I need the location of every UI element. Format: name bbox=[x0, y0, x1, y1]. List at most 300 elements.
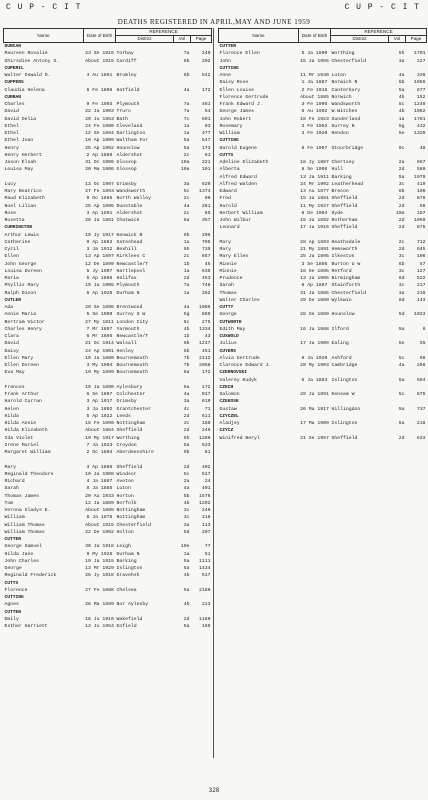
vol-cell bbox=[174, 536, 191, 543]
dob-cell: 15 Ja 1955 bbox=[300, 58, 329, 64]
name-cell: Salomon bbox=[219, 392, 240, 397]
dob-cell: 8 Ja 1885 bbox=[86, 486, 113, 492]
district-cell bbox=[331, 152, 389, 159]
district-cell: Wylkwin bbox=[331, 297, 352, 303]
dob-cell: 5 Ja 1890 bbox=[301, 51, 328, 57]
district-cell: Retford bbox=[331, 268, 352, 274]
page-cell: 875 bbox=[416, 225, 426, 231]
name-cell: Winifred Beryl bbox=[219, 435, 260, 441]
page-cell: 1701 bbox=[413, 51, 426, 57]
dob-cell bbox=[84, 94, 116, 101]
name-cell: Tom bbox=[4, 500, 14, 506]
table-row bbox=[4, 166, 212, 173]
page-cell: 262 bbox=[201, 290, 211, 296]
name-cell: CUYERS bbox=[219, 348, 237, 354]
district-cell: Worthing bbox=[116, 435, 140, 441]
dob-cell: 8 Ap 1887 bbox=[301, 283, 328, 289]
vol-cell: 3c bbox=[183, 421, 190, 426]
name-cell: Maria bbox=[4, 276, 19, 281]
dob-cell: About 1885 bbox=[300, 94, 329, 100]
name-cell: Reginald Frederick bbox=[4, 573, 57, 579]
vol-cell bbox=[174, 43, 191, 51]
district-cell: Sheffield bbox=[331, 203, 358, 209]
district-cell: Windsor bbox=[116, 471, 137, 477]
dob-cell: 16 Ju 1910 bbox=[85, 616, 114, 622]
district-cell: Halifax bbox=[116, 276, 137, 281]
dob-cell: 13 Ap 1897 bbox=[85, 254, 114, 260]
table-row bbox=[219, 268, 427, 275]
vol-cell: 5d bbox=[183, 529, 190, 535]
district-cell bbox=[331, 65, 389, 72]
district-cell: Cardiff bbox=[116, 58, 137, 64]
district-cell: Birmingham bbox=[331, 276, 361, 281]
district-cell: Luton bbox=[331, 73, 346, 78]
vol-cell bbox=[174, 594, 191, 601]
page-cell: 275 bbox=[201, 319, 211, 325]
table-row bbox=[4, 601, 212, 608]
header-name: Name bbox=[219, 29, 299, 43]
vol-cell: 10a bbox=[180, 167, 190, 173]
table-row bbox=[4, 427, 212, 434]
page-cell bbox=[406, 319, 427, 326]
dob-cell bbox=[299, 427, 331, 434]
district-cell: Hyde bbox=[331, 210, 344, 216]
district-cell bbox=[331, 232, 389, 239]
table-row bbox=[4, 239, 212, 246]
page-cell: 737 bbox=[416, 406, 426, 412]
surname-heading-row bbox=[4, 174, 212, 181]
name-cell: Ethel bbox=[4, 123, 19, 129]
page-cell bbox=[406, 384, 427, 391]
page-code-right: C U P - C I T bbox=[344, 3, 420, 12]
page-cell: 601 bbox=[201, 116, 211, 122]
vol-cell: 7c bbox=[183, 116, 190, 122]
district-cell bbox=[331, 333, 389, 340]
page-cell: 101 bbox=[201, 167, 211, 173]
name-cell: John Robert bbox=[219, 116, 252, 122]
table-row bbox=[219, 290, 427, 297]
dob-cell: 3 Ja 1912 bbox=[86, 247, 113, 252]
dob-cell: 3 Ja 1892 bbox=[86, 406, 113, 412]
left-table-body bbox=[4, 43, 212, 631]
district-cell: Islington bbox=[331, 421, 358, 426]
district-cell: Truro bbox=[116, 109, 131, 115]
district-cell: W.Witchen bbox=[331, 109, 358, 115]
table-row bbox=[4, 58, 212, 65]
page-cell: 620 bbox=[201, 181, 211, 187]
deaths-table-right bbox=[218, 28, 427, 442]
dob-cell: 19 Ja 1905 bbox=[85, 283, 114, 289]
header-dob: Date of Birth bbox=[84, 29, 116, 43]
page-cell: 1374 bbox=[198, 189, 211, 194]
dob-cell: 3 Se 1886 bbox=[301, 261, 328, 267]
surname-heading-row bbox=[4, 580, 212, 587]
district-cell: Hartlepool bbox=[116, 268, 146, 274]
table-row bbox=[4, 253, 212, 260]
page-cell: 55 bbox=[419, 341, 426, 347]
table-row bbox=[219, 261, 427, 268]
district-cell bbox=[116, 174, 174, 181]
vol-cell: 5c bbox=[398, 102, 405, 107]
district-cell: Chatwick bbox=[116, 218, 140, 223]
name-cell: George bbox=[4, 566, 22, 571]
table-row bbox=[4, 217, 212, 224]
dob-cell bbox=[84, 594, 116, 601]
vol-cell bbox=[389, 137, 406, 144]
dob-cell: 13 Mr 1929 bbox=[85, 566, 114, 571]
table-row bbox=[4, 442, 212, 449]
page-cell: 217 bbox=[416, 283, 426, 289]
vol-cell: 4a bbox=[398, 73, 405, 78]
table-row bbox=[4, 246, 212, 253]
district-cell bbox=[331, 427, 389, 434]
page-cell: 1576 bbox=[198, 493, 211, 499]
vol-cell: 2d bbox=[398, 225, 405, 231]
table-row bbox=[219, 101, 427, 108]
district-cell: Bournemouth bbox=[116, 370, 149, 376]
table-row bbox=[4, 478, 212, 485]
district-cell: Aberdeenshire bbox=[116, 450, 154, 455]
district-cell: Aldershot bbox=[116, 152, 143, 158]
name-cell: David bbox=[4, 109, 19, 115]
page-cell: 1247 bbox=[198, 341, 211, 347]
page-cell: 207 bbox=[201, 529, 211, 535]
district-cell: Nor Aylesby bbox=[116, 602, 149, 608]
vol-cell: 5c bbox=[398, 355, 405, 361]
name-cell: Florence Ellen bbox=[219, 51, 260, 57]
dob-cell: 26 Ma 1917 bbox=[300, 406, 329, 412]
page-cell: 875 bbox=[416, 392, 426, 397]
vol-cell: 4b bbox=[398, 94, 405, 100]
district-cell: Norwich bbox=[331, 94, 352, 100]
page-cell: 61 bbox=[204, 152, 211, 158]
surname-heading-row bbox=[219, 384, 427, 391]
header-name: Name bbox=[4, 29, 84, 43]
dob-cell: 6 Au 1902 bbox=[301, 109, 328, 115]
table-row bbox=[4, 355, 212, 362]
name-cell: Frank Edward J. bbox=[219, 102, 263, 107]
vol-cell: 4a bbox=[398, 363, 405, 368]
name-cell: Charles bbox=[4, 102, 25, 107]
district-cell: Enfield bbox=[116, 624, 137, 629]
district-cell: Darlington bbox=[116, 131, 146, 136]
vol-cell: 5h bbox=[183, 247, 190, 252]
surname-heading-row bbox=[219, 427, 427, 434]
dob-cell bbox=[84, 174, 116, 181]
dob-cell: 15 Ja 1892 bbox=[300, 218, 329, 223]
surname-heading-row bbox=[4, 94, 212, 101]
dob-cell: 3 Ap 1888 bbox=[86, 464, 113, 470]
vol-cell: 1a bbox=[183, 268, 190, 274]
page-cell bbox=[191, 43, 212, 51]
vol-cell: 5h bbox=[183, 435, 190, 441]
page-cell: 1023 bbox=[413, 312, 426, 318]
table-row bbox=[219, 108, 427, 115]
district-cell bbox=[331, 304, 389, 311]
district-cell: Wakefield bbox=[116, 616, 143, 622]
dob-cell: 24 Ap 1901 bbox=[85, 348, 114, 354]
table-row bbox=[4, 282, 212, 289]
name-cell: William Thomas bbox=[4, 522, 45, 528]
dob-cell: 8 Ja 1878 bbox=[86, 515, 113, 521]
table-row bbox=[4, 623, 212, 630]
district-cell: Sheffield bbox=[116, 428, 143, 434]
district-cell: Leeds bbox=[116, 413, 131, 419]
district-cell: Bournemouth bbox=[116, 363, 149, 368]
vol-cell: 5a bbox=[183, 558, 190, 564]
dob-cell: 9 My 1926 bbox=[86, 551, 113, 557]
dob-cell: 18 Fe 1923 bbox=[300, 116, 329, 122]
name-cell: Thomas James bbox=[4, 493, 40, 499]
district-cell bbox=[331, 319, 389, 326]
district-cell: Kensam W bbox=[331, 392, 355, 397]
page-cell: 1320 bbox=[413, 131, 426, 136]
district-cell: Glossop bbox=[116, 160, 137, 165]
dob-cell bbox=[299, 413, 331, 420]
name-cell: CZYCZEL bbox=[219, 413, 239, 419]
vol-cell: 4a bbox=[183, 203, 190, 209]
column-divider bbox=[213, 28, 214, 758]
table-row bbox=[4, 304, 212, 311]
table-row bbox=[219, 224, 427, 231]
page-cell: 152 bbox=[416, 94, 426, 100]
table-row bbox=[219, 297, 427, 304]
vol-cell bbox=[389, 232, 406, 239]
header-page: Page bbox=[191, 36, 212, 43]
dob-cell bbox=[299, 333, 331, 340]
name-cell: Rose bbox=[4, 210, 17, 216]
table-row bbox=[4, 203, 212, 210]
district-cell bbox=[116, 456, 174, 463]
vol-cell: 2d bbox=[183, 616, 190, 622]
page-cell: 1069 bbox=[413, 218, 426, 223]
table-row bbox=[4, 116, 212, 123]
dob-cell: 2 Ap 1889 bbox=[86, 152, 113, 158]
page-cell: 542 bbox=[201, 73, 211, 78]
dob-cell: 12 Se 1894 bbox=[85, 131, 114, 136]
name-cell: Hilda Annie bbox=[4, 421, 37, 426]
district-cell: Colchester bbox=[116, 392, 146, 397]
district-cell: Durham N bbox=[116, 551, 140, 557]
district-cell: Leigh bbox=[116, 544, 131, 550]
page-cell: 1180 bbox=[198, 616, 211, 622]
header-district: District bbox=[331, 36, 389, 43]
dob-cell: 27 Fe 1893 bbox=[85, 189, 114, 194]
name-cell: DUNCAN bbox=[4, 44, 22, 49]
dob-cell: 3 Ap 1891 bbox=[86, 210, 113, 216]
district-cell: Plymouth bbox=[116, 102, 140, 107]
vol-cell: 5a bbox=[183, 587, 190, 593]
table-row bbox=[4, 145, 212, 152]
district-cell: Chesterfield bbox=[331, 290, 367, 296]
page-cell bbox=[191, 536, 212, 543]
table-row bbox=[219, 130, 427, 137]
page-cell bbox=[406, 413, 427, 420]
dob-cell: 12 Ja 1889 bbox=[85, 500, 114, 506]
vol-cell: 2a bbox=[183, 479, 190, 484]
vol-cell bbox=[389, 43, 406, 51]
district-cell: Wandsworth bbox=[116, 189, 146, 194]
vol-cell: 5b bbox=[183, 493, 190, 499]
district-cell: Grantchester bbox=[116, 406, 152, 412]
page-title: DEATHS REGISTERED IN APRIL,MAY AND JUNE 1959 bbox=[117, 18, 311, 26]
table-row bbox=[219, 217, 427, 224]
dob-cell: 13 Ju 1954 bbox=[85, 624, 114, 629]
table-row bbox=[4, 137, 212, 144]
table-row bbox=[4, 268, 212, 275]
name-cell: Jason Elsah bbox=[4, 160, 37, 165]
vol-cell: 10e bbox=[180, 544, 190, 550]
dob-cell: 3 Fe 1920 bbox=[301, 131, 328, 136]
page-cell: 2180 bbox=[198, 587, 211, 593]
vol-cell: 6a bbox=[183, 384, 190, 390]
vol-cell bbox=[389, 152, 406, 159]
vol-cell: 5b bbox=[183, 73, 190, 78]
vol-cell: 5a bbox=[398, 174, 405, 180]
page-cell bbox=[191, 94, 212, 101]
table-row bbox=[4, 369, 212, 376]
vol-cell: 2a bbox=[398, 160, 405, 165]
page-cell bbox=[406, 348, 427, 355]
vol-cell: 3a bbox=[398, 58, 405, 64]
name-cell: Edith May bbox=[219, 326, 246, 332]
page-cell: 1249 bbox=[413, 102, 426, 107]
page-cell: 1434 bbox=[198, 566, 211, 571]
page-cell: 522 bbox=[416, 276, 426, 281]
name-cell: CUTWORTH bbox=[219, 319, 242, 325]
name-cell: CURRAN bbox=[4, 94, 22, 100]
page-cell: 1079 bbox=[413, 174, 426, 180]
page-cell: 917 bbox=[201, 392, 211, 397]
district-cell bbox=[116, 594, 174, 601]
vol-cell bbox=[174, 65, 191, 72]
table-row bbox=[4, 500, 212, 507]
table-row bbox=[4, 435, 212, 442]
dob-cell: 18 Fe 1890 bbox=[85, 421, 114, 426]
dob-cell: 7 Ja 1923 bbox=[86, 442, 113, 448]
page-cell bbox=[191, 609, 212, 616]
dob-cell: 25 Ap 1902 bbox=[85, 145, 114, 151]
dob-cell: 20 Au 1933 bbox=[85, 493, 114, 499]
surname-heading-row bbox=[219, 65, 427, 72]
dob-cell: 16 Ja 1888 bbox=[300, 326, 329, 332]
name-cell: David bbox=[4, 341, 19, 347]
vol-cell: 5d bbox=[398, 312, 405, 318]
page-cell: 1334 bbox=[198, 326, 211, 332]
vol-cell: 2d bbox=[183, 464, 190, 470]
vol-cell: 1b bbox=[183, 261, 190, 267]
name-cell: Clara bbox=[4, 334, 19, 339]
page-cell: 685 bbox=[201, 312, 211, 318]
table-row bbox=[4, 507, 212, 514]
vol-cell: 9b bbox=[183, 450, 190, 455]
name-cell: Shirsdine Antony S. bbox=[4, 58, 60, 64]
surname-heading-row bbox=[219, 43, 427, 51]
name-cell: Florence Gertrude bbox=[219, 94, 269, 100]
table-row bbox=[219, 159, 427, 166]
page-cell: 218 bbox=[201, 515, 211, 521]
table-row bbox=[4, 362, 212, 369]
page-cell bbox=[191, 377, 212, 384]
vol-cell bbox=[174, 224, 191, 231]
district-cell: Bath bbox=[116, 116, 129, 122]
dob-cell: 10 Ap 1909 bbox=[85, 138, 114, 144]
name-cell: Adeline Elizabeth bbox=[219, 160, 269, 165]
vol-cell: 5e bbox=[398, 131, 405, 136]
surname-heading-row bbox=[4, 43, 212, 51]
name-cell: Helen bbox=[4, 406, 19, 412]
district-cell: Hounslow bbox=[331, 312, 355, 318]
district-cell bbox=[116, 377, 174, 384]
page-cell: 127 bbox=[416, 268, 426, 274]
name-cell: Annie Maria bbox=[4, 312, 37, 318]
dob-cell: 19 Jy 1917 bbox=[85, 232, 114, 238]
vol-cell: 3a bbox=[183, 399, 190, 405]
name-cell: CUTTING bbox=[219, 65, 239, 71]
dob-cell bbox=[299, 348, 331, 355]
dob-cell: 27 Fe 1888 bbox=[85, 587, 114, 593]
page-cell: 1062 bbox=[413, 109, 426, 115]
vol-cell: 2c bbox=[183, 210, 190, 216]
vol-cell: 1a bbox=[183, 131, 190, 136]
name-cell: Prudence bbox=[219, 276, 243, 281]
name-cell: Henry Herbert bbox=[4, 152, 42, 158]
deaths-table-left bbox=[3, 28, 212, 630]
name-cell: Mary Beatrice bbox=[4, 189, 42, 194]
name-cell: CZERNOVSKI bbox=[219, 370, 248, 376]
vol-cell bbox=[389, 384, 406, 391]
table-row bbox=[4, 152, 212, 159]
dob-cell: 29 Ja 1891 bbox=[300, 392, 329, 397]
district-cell: Sheffield bbox=[331, 196, 358, 202]
district-cell: Aylesbury bbox=[116, 384, 143, 390]
vol-cell: 4b bbox=[398, 109, 405, 115]
table-row bbox=[4, 348, 212, 355]
name-cell: William bbox=[219, 131, 240, 136]
table-row bbox=[4, 123, 212, 130]
vol-cell: 9b bbox=[183, 232, 190, 238]
page-cell: 677 bbox=[416, 87, 426, 93]
dob-cell bbox=[84, 609, 116, 616]
name-cell: Agnes bbox=[4, 602, 19, 608]
vol-cell: 7a bbox=[183, 109, 190, 115]
district-cell: Croydon bbox=[116, 442, 137, 448]
name-cell: Phyllis Mary bbox=[4, 283, 40, 289]
dob-cell bbox=[299, 232, 331, 239]
page-cell: 645 bbox=[416, 247, 426, 252]
name-cell: Charles Henry bbox=[4, 326, 42, 332]
district-cell: Newcastle/T bbox=[116, 334, 149, 339]
dob-cell: 10 Ja 1880 bbox=[85, 355, 114, 361]
name-cell: CUTTS bbox=[219, 152, 234, 158]
dob-cell: 3 Ap 1917 bbox=[86, 399, 113, 405]
district-cell: Torbay bbox=[116, 51, 134, 57]
district-cell: Sheffield bbox=[331, 435, 358, 441]
page-cell: 266 bbox=[416, 363, 426, 368]
vol-cell: 2d bbox=[398, 218, 405, 223]
name-cell: Julius bbox=[219, 341, 237, 347]
table-row bbox=[219, 253, 427, 260]
page-cell: 213 bbox=[201, 602, 211, 608]
dob-cell: 1 Ja 1887 bbox=[301, 80, 328, 86]
page-cell: 245 bbox=[201, 428, 211, 434]
district-cell: Bournemouth bbox=[116, 355, 149, 361]
dob-cell: 5 Ap 1922 bbox=[86, 413, 113, 419]
name-cell: Claudia Helena bbox=[4, 87, 45, 93]
dob-cell: About 1915 bbox=[85, 522, 114, 528]
name-cell: Harold bbox=[219, 203, 237, 209]
district-cell: Sheffield bbox=[116, 464, 143, 470]
